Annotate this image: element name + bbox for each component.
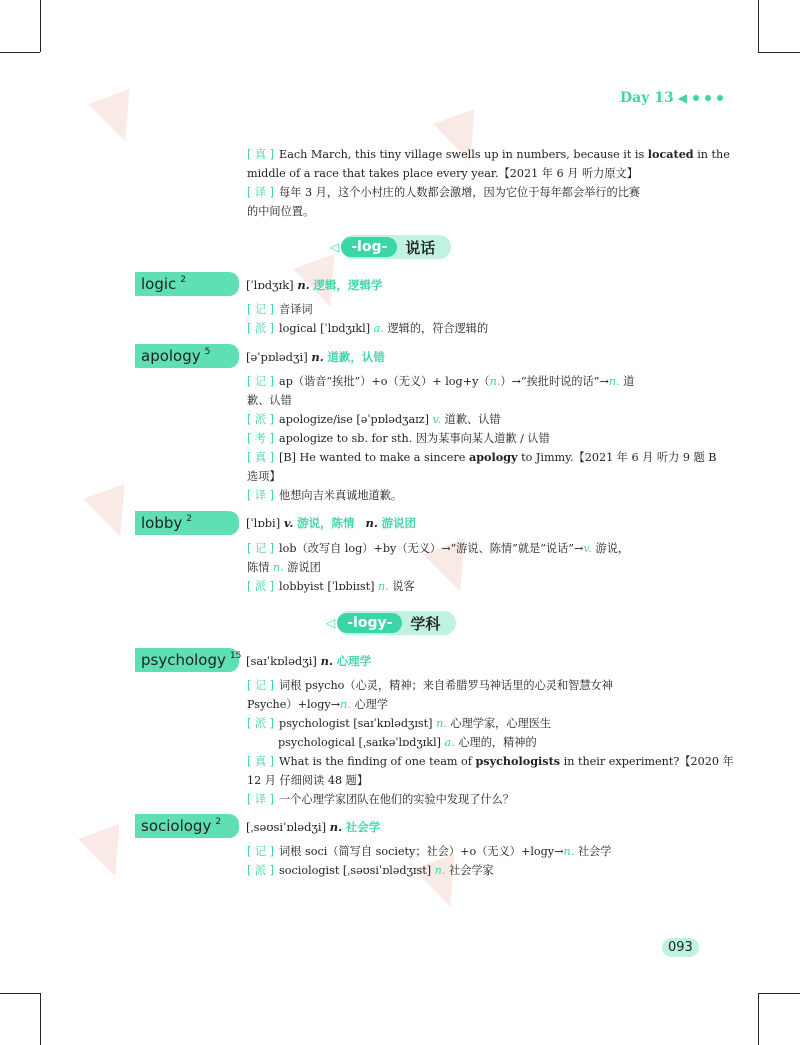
highlight-word: psychologists [475, 754, 561, 768]
root-header-log [330, 235, 451, 259]
intro-zhen-line2: middle of a race that takes place every year.【2021 年 6 月 听力原文】 [247, 167, 638, 180]
part-of-speech: n. [340, 698, 351, 711]
translation-text: 他想向吉米真诚地道歉。 [279, 489, 403, 502]
pronunciation-line [246, 515, 416, 531]
derivative: psychologist [saɪˈkɒlədʒɪst] [279, 717, 437, 730]
example-text: to Jimmy.【2021 年 6 月 听力 9 题 B [517, 451, 717, 464]
frequency: 2 [180, 275, 187, 285]
word-box-sociology [135, 814, 239, 838]
pai-line [247, 319, 488, 338]
intro-zhen-line [247, 145, 730, 164]
frequency: 15 [229, 651, 242, 661]
headword: sociology [141, 817, 212, 835]
zhen-tag: [ 真 ] [247, 755, 275, 768]
memo-text: 心理学 [350, 698, 389, 711]
memo-text: 游说团 [283, 561, 321, 574]
memo-text: 陈情 [247, 561, 273, 574]
pai-line [247, 410, 501, 429]
definition: 逻辑，逻辑学 [313, 278, 383, 292]
word-box-apology [135, 344, 239, 368]
ji-line2 [247, 695, 388, 714]
memo-text: 社会学 [574, 845, 612, 858]
memo-text: 游说， [591, 542, 630, 555]
phonetic: [əˈpɒlədʒi] [246, 350, 308, 364]
part-of-speech: n. [297, 278, 310, 292]
phonetic: [ˈlɒdʒɪk] [246, 278, 294, 292]
zhen-line2: 12 月 仔细阅读 48 题】 [247, 774, 369, 787]
chevron-left-icon: ◀ [677, 91, 687, 105]
memo-text: 词根 psycho（心灵，精神；来自希腊罗马神话里的心灵和智慧女神 [279, 679, 613, 692]
yi-line [247, 486, 402, 505]
crop-mark [758, 52, 800, 53]
derivative-meaning: 心理学家，心理医生 [446, 717, 552, 730]
ji-tag: [ 记 ] [247, 375, 275, 388]
translation-text: 每年 3 月，这个小村庄的人数都会激增，因为它位于每年都会举行的比赛 [279, 186, 641, 199]
yi-line [247, 790, 514, 809]
ji-line [247, 300, 313, 319]
pronunciation-line [246, 653, 371, 669]
derivative-meaning: 社会学家 [445, 864, 494, 877]
derivative-meaning: 道歉、认错 [441, 413, 501, 426]
pai-line [247, 577, 415, 596]
derivative-meaning: 心理的，精神的 [454, 736, 537, 749]
frequency: 2 [215, 817, 222, 827]
memo-text: Psyche）+logy→ [247, 698, 341, 711]
example-text: What is the finding of one team of [279, 755, 476, 768]
memo-text: ap（谐音“挨批”）+o（无义）+ log+y（ [279, 375, 490, 388]
root-meaning: 学科 [410, 614, 441, 633]
example-text: Each March, this tiny village swells up in numbers, because it is [279, 148, 648, 161]
part-of-speech: v. [283, 516, 294, 530]
pai-line [247, 861, 494, 880]
phonetic: [ˈlɒbi] [246, 516, 281, 530]
pai-tag: [ 派 ] [247, 322, 275, 335]
watermark-logo [78, 824, 136, 884]
dot-icon [705, 95, 711, 101]
ji-line [247, 539, 629, 558]
yi-tag: [ 译 ] [247, 793, 275, 806]
part-of-speech: n. [378, 580, 389, 593]
frequency: 5 [204, 347, 211, 357]
derivative-meaning: 说客 [388, 580, 415, 593]
pai-tag: [ 派 ] [247, 580, 275, 593]
example-text: in the [693, 148, 730, 161]
day-label: Day 13 [620, 90, 674, 106]
part-of-speech: a. [373, 322, 384, 335]
part-of-speech: n. [489, 375, 501, 388]
definition: 道歉，认错 [327, 350, 385, 364]
ji-tag: [ 记 ] [247, 679, 275, 692]
day-header [620, 90, 723, 106]
crop-mark [40, 0, 41, 52]
pai-line2 [278, 733, 537, 752]
part-of-speech: n. [434, 864, 446, 877]
memo-text: lob（改写自 log）+by（无义）→“游说、陈情”就是“说话”→ [279, 542, 584, 555]
ji-line [247, 372, 634, 391]
intro-yi-line2: 的中间位置。 [247, 205, 315, 218]
zhen-tag: [ 真 ] [247, 148, 275, 161]
headword: lobby [141, 514, 183, 532]
root-label: -logy- [337, 613, 402, 633]
example-text: [B] He wanted to make a sincere [279, 451, 469, 464]
highlight-word: located [647, 147, 694, 161]
example-text: in their experiment?【2020 年 [560, 755, 734, 768]
root-header-logy [326, 611, 456, 635]
headword: apology [141, 347, 201, 365]
yi-tag: [ 译 ] [247, 489, 275, 502]
yi-tag: [ 译 ] [247, 186, 275, 199]
memo-text: ）→“挨批时说的话”→ [500, 375, 609, 388]
kao-tag: [ 考 ] [247, 432, 275, 445]
root-pill [341, 235, 451, 259]
memo-text: 道 [619, 375, 635, 388]
intro-yi-line [247, 183, 640, 202]
definition: 游说团 [381, 516, 417, 530]
phonetic: [saɪˈkɒlədʒi] [246, 654, 317, 668]
word-box-psychology [135, 648, 242, 672]
word-box-lobby [135, 511, 239, 535]
ji-tag: [ 记 ] [247, 542, 275, 555]
dot-icon [717, 95, 723, 101]
part-of-speech: n. [608, 375, 620, 388]
part-of-speech: n. [272, 561, 284, 574]
chevron-left-icon: ◁ [326, 616, 336, 630]
dot-icon [693, 95, 699, 101]
crop-mark [758, 993, 759, 1045]
pronunciation-line [246, 819, 380, 835]
zhen-tag: [ 真 ] [247, 451, 275, 464]
memo-text: 词根 soci（简写自 society；社会）+o（无义）+logy→ [279, 845, 564, 858]
pronunciation-line [246, 277, 382, 293]
definition: 游说，陈情 [297, 516, 355, 530]
ji-line [247, 676, 613, 695]
part-of-speech: n. [311, 350, 324, 364]
pai-line [247, 714, 551, 733]
definition: 社会学 [345, 820, 381, 834]
memo-text: 音译词 [279, 303, 313, 316]
pai-tag: [ 派 ] [247, 717, 275, 730]
ji-line [247, 842, 611, 861]
highlight-word: apology [468, 450, 518, 464]
frequency: 2 [186, 514, 192, 524]
phonetic: [ˌsəʊsiˈɒlədʒi] [246, 820, 327, 834]
ji-line2: 歉、认错 [247, 394, 292, 407]
derivative: apologize/ise [əˈpɒlədʒaɪz] [279, 413, 433, 426]
derivative: psychological [ˌsaɪkəˈlɒdʒɪkl] [278, 736, 445, 749]
word-box-logic [135, 272, 239, 296]
chevron-left-icon: ◁ [330, 240, 340, 254]
derivative: sociologist [ˌsəʊsiˈɒlədʒɪst] [279, 864, 435, 877]
part-of-speech: a. [444, 736, 455, 749]
part-of-speech: n. [320, 654, 333, 668]
pronunciation-line [246, 349, 385, 365]
zhen-line [247, 752, 734, 771]
headword: logic [141, 275, 177, 293]
watermark-logo [88, 89, 146, 149]
usage-text: apologize to sb. for sth. 因为某事向某人道歉 / 认错 [279, 432, 550, 445]
part-of-speech: v. [583, 542, 592, 555]
ji-line2 [247, 558, 321, 577]
crop-mark [0, 52, 40, 53]
part-of-speech: v. [432, 413, 442, 426]
watermark-logo [83, 484, 141, 544]
part-of-speech: n. [563, 845, 575, 858]
headword: psychology [141, 651, 226, 669]
definition: 心理学 [336, 654, 372, 668]
crop-mark [0, 993, 40, 994]
translation-text: 一个心理学家团队在他们的实验中发现了什么？ [279, 793, 514, 806]
root-pill [337, 611, 456, 635]
part-of-speech: n. [365, 516, 378, 530]
derivative: lobbyist [ˈlɒbiɪst] [279, 580, 379, 593]
kao-line [247, 429, 550, 448]
crop-mark [40, 993, 41, 1045]
part-of-speech: n. [436, 717, 447, 730]
root-label: -log- [341, 237, 397, 257]
ji-tag: [ 记 ] [247, 303, 275, 316]
page-number: 093 [662, 938, 699, 957]
pai-tag: [ 派 ] [247, 413, 275, 426]
crop-mark [758, 0, 759, 52]
root-meaning: 说话 [405, 238, 436, 257]
crop-mark [758, 993, 800, 994]
zhen-line2: 选项】 [247, 470, 281, 483]
zhen-line [247, 448, 717, 467]
ji-tag: [ 记 ] [247, 845, 275, 858]
derivative-meaning: 逻辑的，符合逻辑的 [383, 322, 489, 335]
pai-tag: [ 派 ] [247, 864, 275, 877]
derivative: logical [ˈlɒdʒɪkl] [279, 322, 374, 335]
part-of-speech: n. [329, 820, 343, 834]
